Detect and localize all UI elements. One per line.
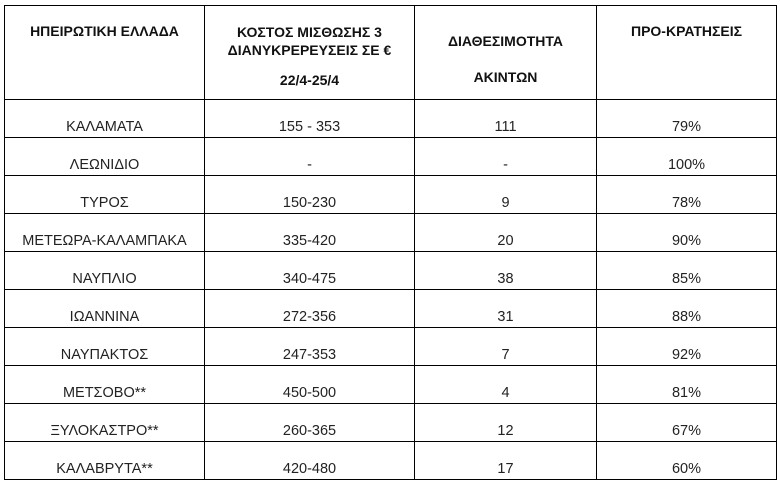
table-row bbox=[5, 366, 777, 404]
header-region-label: ΗΠΕΙΡΩΤΙΚΗ ΕΛΛΑΔΑ bbox=[30, 23, 179, 39]
cell-bookings: 79% bbox=[597, 100, 777, 138]
cell-availability: 9 bbox=[415, 176, 597, 214]
cell-bookings: 60% bbox=[597, 442, 777, 480]
cell-cost: 335-420 bbox=[205, 214, 415, 252]
header-row bbox=[5, 6, 777, 100]
header-availability bbox=[415, 6, 597, 100]
cell-availability: 12 bbox=[415, 404, 597, 442]
header-cost-dates: 22/4-25/4 bbox=[279, 72, 340, 88]
table-row bbox=[5, 290, 777, 328]
cell-region: ΝΑΥΠΑΚΤΟΣ bbox=[5, 328, 205, 366]
table-row bbox=[5, 214, 777, 252]
cell-cost: 340-475 bbox=[205, 252, 415, 290]
cell-cost: 155 - 353 bbox=[205, 100, 415, 138]
cell-region: ΜΕΤΕΩΡΑ-ΚΑΛΑΜΠΑΚΑ bbox=[5, 214, 205, 252]
header-bookings bbox=[597, 6, 777, 100]
cell-cost: 450-500 bbox=[205, 366, 415, 404]
cell-availability: 7 bbox=[415, 328, 597, 366]
cell-bookings: 90% bbox=[597, 214, 777, 252]
cell-availability: 111 bbox=[415, 100, 597, 138]
table-row bbox=[5, 100, 777, 138]
cell-cost: 420-480 bbox=[205, 442, 415, 480]
cell-bookings: 85% bbox=[597, 252, 777, 290]
header-cost-line1: ΚΟΣΤΟΣ ΜΙΣΘΩΣΗΣ 3 bbox=[237, 24, 382, 40]
cell-bookings: 100% bbox=[597, 138, 777, 176]
table-body bbox=[5, 100, 777, 480]
header-availability-label bbox=[415, 6, 596, 95]
header-cost-line2: ΔΙΑΝΥΚΡΕΡΕΥΣΕΙΣ ΣΕ € bbox=[227, 42, 392, 58]
cell-region: ΜΕΤΣΟΒΟ** bbox=[5, 366, 205, 404]
table-row bbox=[5, 176, 777, 214]
header-cost bbox=[205, 6, 415, 100]
cell-availability: 31 bbox=[415, 290, 597, 328]
cell-availability: 4 bbox=[415, 366, 597, 404]
header-availability-line2: ΑΚΙΝΤΩΝ bbox=[473, 69, 538, 85]
cell-cost: 150-230 bbox=[205, 176, 415, 214]
header-cost-label bbox=[205, 6, 414, 89]
cell-region: ΝΑΥΠΛΙΟ bbox=[5, 252, 205, 290]
cell-region: ΞΥΛΟΚΑΣΤΡΟ** bbox=[5, 404, 205, 442]
table-row bbox=[5, 252, 777, 290]
cell-bookings: 81% bbox=[597, 366, 777, 404]
cell-region: ΛΕΩΝΙΔΙΟ bbox=[5, 138, 205, 176]
header-availability-line1: ΔΙΑΘΕΣΙΜΟΤΗΤΑ bbox=[447, 33, 564, 49]
cell-cost: - bbox=[205, 138, 415, 176]
cell-region: ΙΩΑΝΝΙΝΑ bbox=[5, 290, 205, 328]
rental-table bbox=[4, 5, 777, 480]
cell-region: ΚΑΛΑΜΑΤΑ bbox=[5, 100, 205, 138]
cell-bookings: 88% bbox=[597, 290, 777, 328]
cell-availability: 17 bbox=[415, 442, 597, 480]
cell-bookings: 92% bbox=[597, 328, 777, 366]
header-region bbox=[5, 6, 205, 100]
cell-cost: 272-356 bbox=[205, 290, 415, 328]
cell-availability: - bbox=[415, 138, 597, 176]
cell-availability: 20 bbox=[415, 214, 597, 252]
cell-cost: 247-353 bbox=[205, 328, 415, 366]
cell-region: ΚΑΛΑΒΡΥΤΑ** bbox=[5, 442, 205, 480]
table-row bbox=[5, 138, 777, 176]
cell-availability: 38 bbox=[415, 252, 597, 290]
cell-region: ΤΥΡΟΣ bbox=[5, 176, 205, 214]
table-row bbox=[5, 404, 777, 442]
table-row bbox=[5, 328, 777, 366]
cell-cost: 260-365 bbox=[205, 404, 415, 442]
cell-bookings: 78% bbox=[597, 176, 777, 214]
header-bookings-label: ΠΡΟ-ΚΡΑΤΗΣΕΙΣ bbox=[630, 23, 743, 39]
cell-bookings: 67% bbox=[597, 404, 777, 442]
